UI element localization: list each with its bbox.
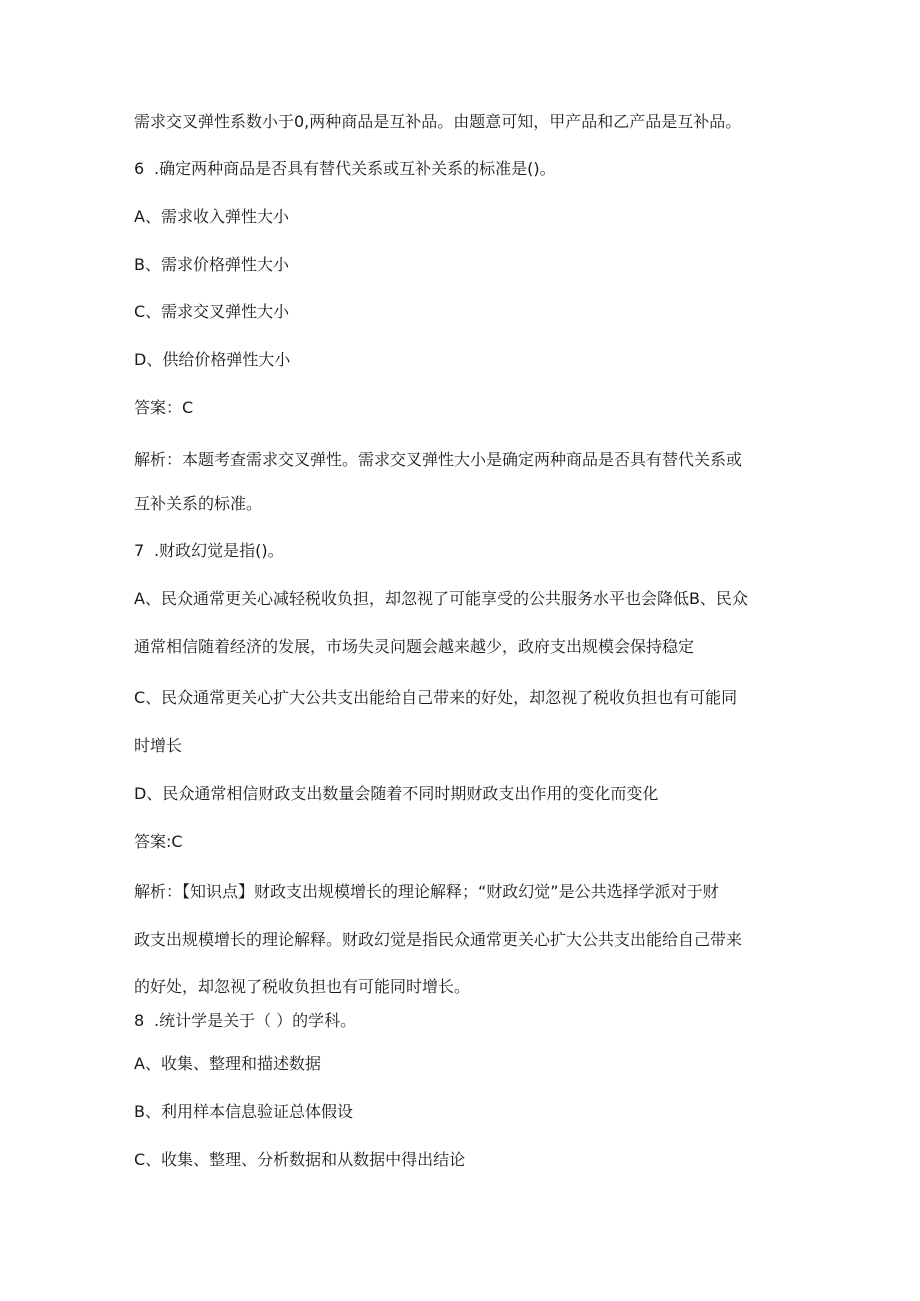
question-text: .统计学是关于（ ）的学科。 xyxy=(154,1011,357,1030)
question-8 xyxy=(134,1010,794,1032)
option-c-continued: 时增长 xyxy=(134,736,183,755)
answer: 答案：C xyxy=(134,398,194,417)
option-a: A、需求收入弹性大小 xyxy=(134,207,289,226)
option-c: C、需求交叉弹性大小 xyxy=(134,302,290,321)
option-a: A、民众通常更关心减轻税收负担，却忽视了可能享受的公共服务水平也会降低B、民众 xyxy=(134,589,748,608)
analysis-line: 互补关系的标准。 xyxy=(134,494,263,513)
question-number: 7 xyxy=(134,541,145,560)
option-a: A、收集、整理和描述数据 xyxy=(134,1054,321,1073)
option-d: D、供给价格弹性大小 xyxy=(134,350,291,369)
option-a-continued: 通常相信随着经济的发展，市场失灵问题会越来越少，政府支出规模会保持稳定 xyxy=(134,637,695,656)
option-d: D、民众通常相信财政支出数量会随着不同时期财政支出作用的变化而变化 xyxy=(134,784,659,803)
analysis-line: 解析：本题考查需求交叉弹性。需求交叉弹性大小是确定两种商品是否具有替代关系或 xyxy=(134,450,743,469)
option-c: C、民众通常更关心扩大公共支出能给自己带来的好处，却忽视了税收负担也有可能同 xyxy=(134,688,738,707)
option-b: B、利用样本信息验证总体假设 xyxy=(134,1102,353,1121)
analysis-line: 政支出规模增长的理论解释。财政幻觉是指民众通常更关心扩大公共支出能给自己带来 xyxy=(134,930,743,949)
option-b: B、需求价格弹性大小 xyxy=(134,255,289,274)
question-text: .财政幻觉是指()。 xyxy=(154,541,284,560)
option-c: C、收集、整理、分析数据和从数据中得出结论 xyxy=(134,1150,466,1169)
analysis-line: 的好处，却忽视了税收负担也有可能同时增长。 xyxy=(134,977,471,996)
question-number: 6 xyxy=(134,159,145,178)
question-7 xyxy=(134,540,794,562)
question-number: 8 xyxy=(134,1011,145,1030)
question-6 xyxy=(134,158,794,180)
analysis-line: 解析：【知识点】财政支出规模增长的理论解释；“财政幻觉”是公共选择学派对于财 xyxy=(134,882,719,901)
question-text: .确定两种商品是否具有替代关系或互补关系的标准是()。 xyxy=(154,159,556,178)
answer: 答案:C xyxy=(134,832,183,851)
text-line: 需求交叉弹性系数小于0,两种商品是互补品。由题意可知，甲产品和乙产品是互补品。 xyxy=(134,112,742,131)
